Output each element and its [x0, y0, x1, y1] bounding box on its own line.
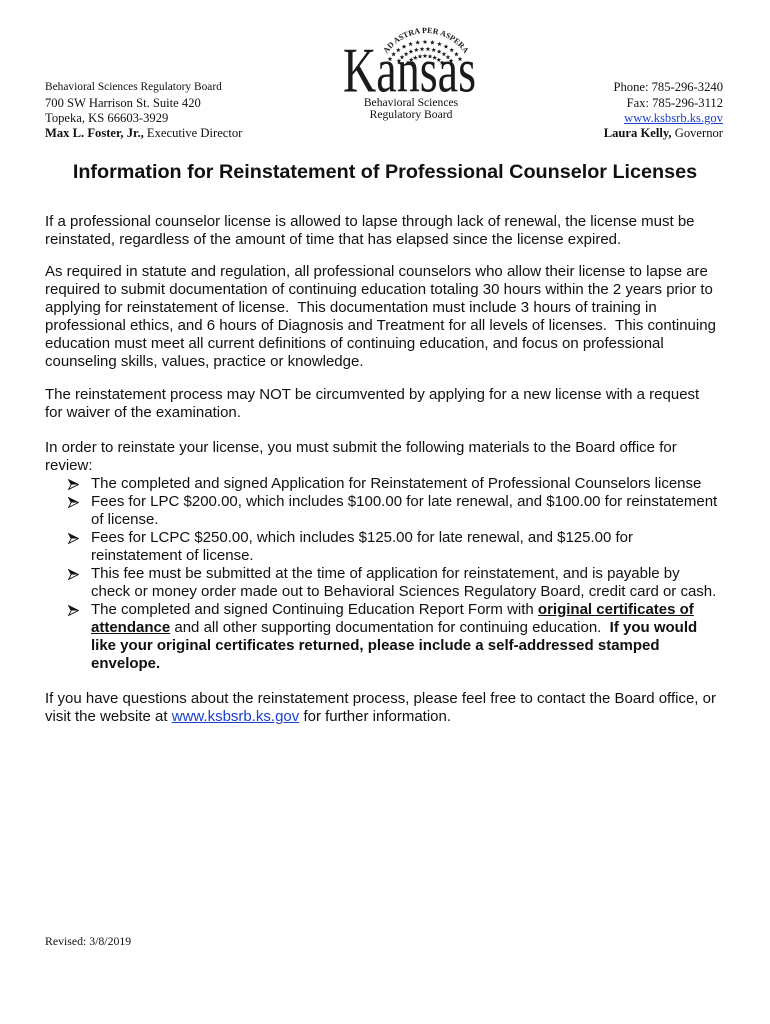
city-state-zip: Topeka, KS 66603-3929 [45, 110, 169, 125]
logo-line-1: Behavioral Sciences [363, 96, 459, 109]
arrowhead-bullet-icon [68, 475, 91, 493]
contact-paragraph [45, 690, 745, 726]
original-certificates-emphasis: original certificates of attendance [91, 601, 694, 636]
logo-motto: AD ASTRA PER ASPERA [381, 25, 471, 55]
list-item [68, 601, 748, 673]
list-item [68, 565, 748, 601]
list-item-text [91, 601, 748, 673]
list-item [68, 493, 748, 529]
governor [604, 126, 723, 141]
requirements-paragraph: As required in statute and regulation, all professional counselors who allow their license to lapse are required to submit documentation of continuing education totaling 30 hours within the 2 years prior to applying for reinstatement of license. This documentation must include 3 hours of training in professional ethics, and 6 hours of Diagnosis and Treatment for all levels of licenses. This continuing education must meet all current definitions of continuing education, and focus on professional counseling skills, values, practice or knowledge. [45, 263, 716, 370]
ce-report-text-after: and all other supporting documentation for continuing education. [170, 619, 610, 636]
director-title: Executive Director [146, 126, 243, 141]
governor-title: Governor [674, 126, 723, 141]
arrowhead-bullet-icon [68, 601, 91, 619]
logo-line-2: Regulatory Board [369, 108, 453, 121]
materials-intro-paragraph: In order to reinstate your license, you must submit the following materials to the Board office for review: [45, 439, 677, 474]
contact-text: If you have questions about the reinstatement process, please feel free to contact the Board office, or visit the website at [45, 690, 716, 725]
arrowhead-bullet-icon [68, 565, 91, 583]
arrowhead-bullet-icon [68, 493, 91, 511]
agency-name: Behavioral Sciences Regulatory Board [45, 81, 222, 94]
document-title: Information for Reinstatement of Professional Counselor Licenses [72, 161, 698, 183]
list-item-text: This fee must be submitted at the time of application for reinstatement, and is payable by check or money order made out to Behavioral Sciences Regulatory Board, credit card or cash. [91, 565, 717, 600]
governor-name: Laura Kelly, [603, 126, 672, 141]
director-name: Max L. Foster, Jr., [45, 126, 144, 141]
list-item-text: The completed and signed Application for Reinstatement of Professional Counselors license [91, 475, 702, 492]
header-website [604, 111, 723, 126]
list-item [68, 475, 748, 493]
contact-text-after: for further information. [299, 708, 452, 725]
website-link[interactable]: www.ksbsrb.ks.gov [171, 708, 300, 725]
street-address: 700 SW Harrison St. Suite 420 [45, 95, 201, 110]
header-website-link[interactable]: www.ksbsrb.ks.gov [624, 110, 723, 125]
list-item-text: Fees for LCPC $250.00, which includes $125.00 for late renewal, and $125.00 for reinstatement of license. [91, 529, 634, 564]
waiver-notice-paragraph: The reinstatement process may NOT be circumvented by applying for a new license with a request for waiver of the examination. [45, 386, 700, 421]
executive-director [45, 126, 242, 141]
arrowhead-bullet-icon [68, 529, 91, 547]
required-materials-list [68, 475, 748, 673]
list-item-text: Fees for LPC $200.00, which includes $100.00 for late renewal, and $100.00 for reinstatement of license. [91, 493, 718, 528]
fax-number: Fax: 785-296-3112 [626, 95, 723, 110]
intro-paragraph: If a professional counselor license is allowed to lapse through lack of renewal, the license must be reinstated, regardless of the amount of time that has elapsed since the license expired. [45, 213, 695, 248]
phone-number: Phone: 785-296-3240 [613, 80, 723, 95]
list-item [68, 529, 748, 565]
agency-logo [330, 20, 490, 125]
letterhead-left [45, 80, 242, 141]
letterhead-right [604, 80, 723, 141]
logo-state-name: Kansas [343, 35, 476, 106]
ce-report-text: The completed and signed Continuing Education Report Form with [91, 601, 538, 618]
revision-date: Revised: 3/8/2019 [45, 934, 132, 948]
certificates-return-note: If you would like your original certificates returned, please include a self-addressed stamped envelope. [91, 619, 698, 672]
